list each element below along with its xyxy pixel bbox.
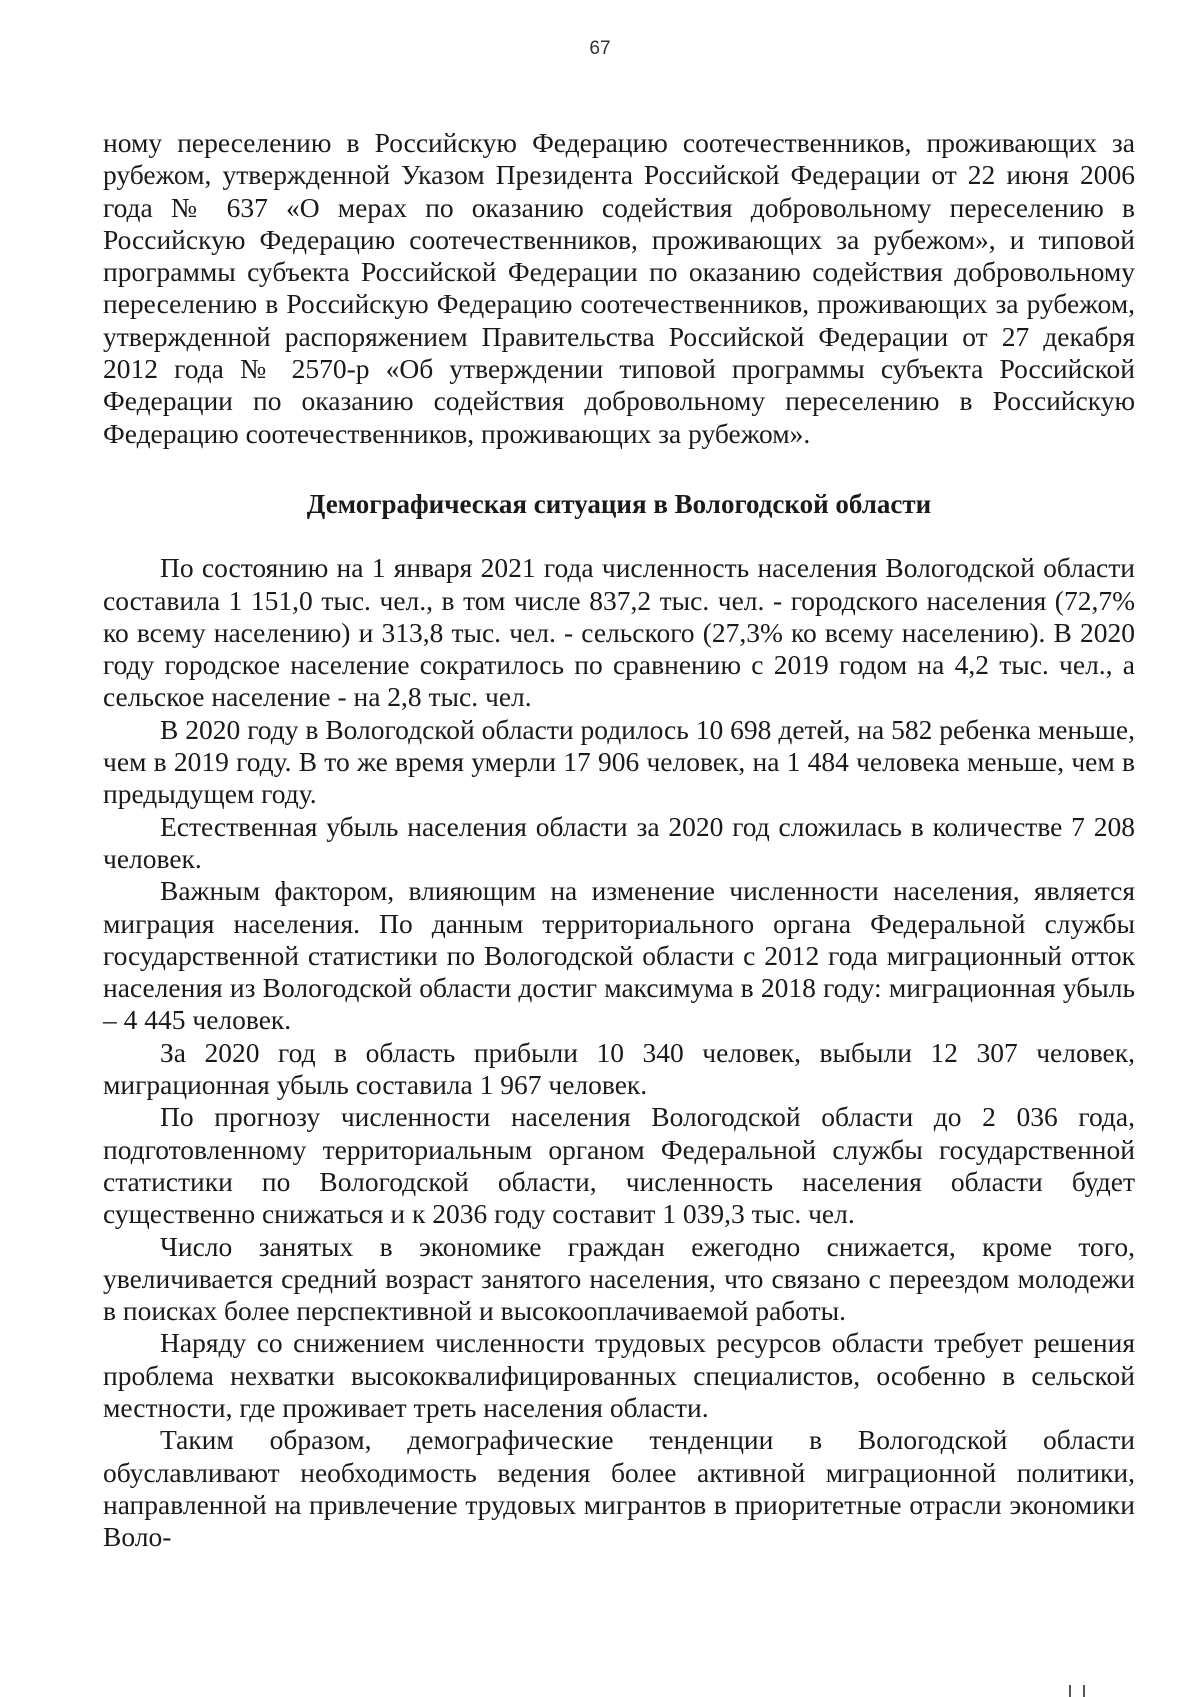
- paragraph-specialists: Наряду со снижением численности трудовых ресурсов области требует решения проблема нехватки высококвалифицированных специалистов, особенно в сельской местности, где проживает треть населения области.: [103, 1327, 1135, 1423]
- scan-mark: [1069, 1685, 1071, 1697]
- intro-paragraph: ному переселению в Российскую Федерацию соотечественников, проживающих за рубежом, утвержденной Указом Президента Российской Федерации от 22 июня 2006 года № 637 «О мерах по оказанию содействия добровольному переселению в Российскую Федерацию соотечественников, проживающих за рубежом», и типовой программы субъекта Российской Федерации по оказанию содействия добровольному переселению в Российскую Федерацию соотечественников, проживающих за рубежом, утвержденной распоряжением Правительства Российской Федерации от 27 декабря 2012 года № 2570-р «Об утверждении типовой программы субъекта Российской Федерации по оказанию содействия добровольному переселению в Российскую Федерацию соотечественников, проживающих за рубежом».: [103, 127, 1135, 449]
- paragraph-employment: Число занятых в экономике граждан ежегодно снижается, кроме того, увеличивается средний возраст занятого населения, что связано с переездом молодежи в поисках более перспективной и высокооплачиваемой работы.: [103, 1230, 1135, 1327]
- paragraph-population: По состоянию на 1 января 2021 года численность населения Вологодской области составила 1 151,0 тыс. чел., в том числе 837,2 тыс. чел. - городского населения (72,7% ко всему населению) и 313,8 тыс. чел. - сельского (27,3% ко всему населению). В 2020 году городское население сократилось по сравнению с 2019 годом на 4,2 тыс. чел., а сельское население - на 2,8 тыс. чел.: [103, 552, 1135, 713]
- paragraph-migration-2020: За 2020 год в область прибыли 10 340 человек, выбыли 12 307 человек, миграционная убыль составила 1 967 человек.: [103, 1036, 1135, 1101]
- paragraph-conclusion: Таким образом, демографические тенденции в Вологодской области обуславливают необходимость ведения более активной миграционной политики, направленной на привлечение трудовых мигрантов в приоритетные отрасли экономики Воло-: [103, 1424, 1135, 1553]
- paragraph-migration: Важным фактором, влияющим на изменение численности населения, является миграция населения. По данным территориального органа Федеральной службы государственной статистики по Вологодской области с 2012 года миграционный отток населения из Вологодской области достиг максимума в 2018 году: миграционная убыль – 4 445 человек.: [103, 875, 1135, 1036]
- scan-mark: [1083, 1685, 1085, 1697]
- page-number: 67: [589, 38, 611, 59]
- paragraph-natural-decline: Естественная убыль населения области за 2020 год сложилась в количестве 7 208 человек.: [103, 810, 1135, 874]
- paragraph-births-deaths: В 2020 году в Вологодской области родилось 10 698 детей, на 582 ребенка меньше, чем в 2019 году. В то же время умерли 17 906 человек, на 1 484 человека меньше, чем в предыдущем году.: [103, 713, 1135, 810]
- scan-edge-marks: [1065, 1682, 1095, 1697]
- section-heading: Демографическая ситуация в Вологодской области: [306, 488, 932, 519]
- page-body: [103, 127, 1135, 1553]
- paragraph-forecast: По прогнозу численности населения Вологодской области до 2 036 года, подготовленному территориальным органом Федеральной службы государственной статистики по Вологодской области, численность населения области будет существенно снижаться и к 2036 году составит 1 039,3 тыс. чел.: [103, 1101, 1135, 1230]
